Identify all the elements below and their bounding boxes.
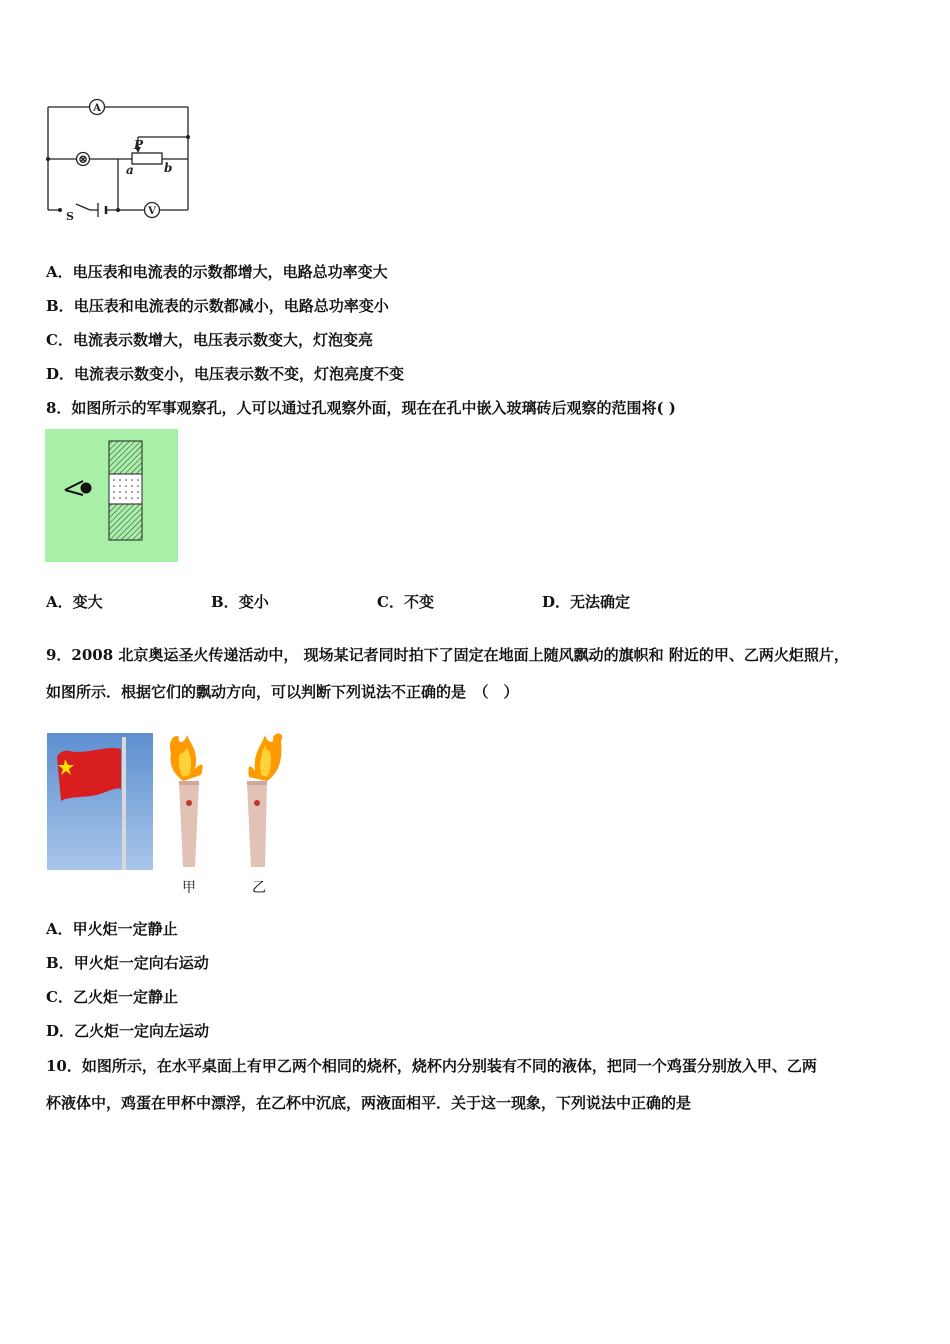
end-b-label: b <box>164 161 173 175</box>
option-text: 无法确定 <box>570 593 631 611</box>
q7-option-b <box>46 295 389 316</box>
q10-stem-line-2: 杯液体中，鸡蛋在甲杯中漂浮，在乙杯中沉底，两液面相平．关于这一现象，下列说法中正确的是 <box>46 1094 692 1112</box>
torch-yi <box>237 733 287 870</box>
option-text: 电压表和电流表的示数都减小，电路总功率变小 <box>73 297 389 315</box>
q9-option-d <box>46 1020 209 1041</box>
torch-jia <box>165 733 215 870</box>
option-text: 电流表示数增大，电压表示数变大，灯泡变亮 <box>72 331 373 349</box>
torch-label-yi: 乙 <box>252 880 266 896</box>
voltmeter-label: V <box>148 206 156 217</box>
ammeter-label: A <box>93 103 101 114</box>
option-label: A． <box>46 920 73 938</box>
q9-stem-line-1: 9．2008 北京奥运圣火传递活动中， 现场某记者同时拍下了固定在地面上随风飘动的旗帜和 附近的甲、乙两火炬照片， <box>46 646 849 664</box>
option-label: C． <box>46 331 73 349</box>
option-label: D． <box>46 1022 75 1040</box>
option-text: 乙火炬一定向左运动 <box>74 1022 210 1040</box>
option-label: A． <box>46 263 73 281</box>
option-text: 变大 <box>72 593 103 611</box>
q9-stem-line-2: 如图所示．根据它们的飘动方向，可以判断下列说法不正确的是 （ ） <box>46 683 519 701</box>
option-text: 电流表示数变小，电压表示数不变，灯泡亮度不变 <box>74 365 405 383</box>
option-label: C． <box>46 988 73 1006</box>
torch-label-jia: 甲 <box>182 880 196 896</box>
bulb-label: ⊗ <box>77 152 89 166</box>
option-label: D． <box>46 365 75 383</box>
option-label: B． <box>211 593 239 611</box>
option-label: A． <box>46 593 73 611</box>
option-text: 乙火炬一定静止 <box>72 988 178 1006</box>
option-text: 电压表和电流表的示数都增大，电路总功率变大 <box>72 263 388 281</box>
q10-stem-line-1: 10．如图所示，在水平桌面上有甲乙两个相同的烧杯，烧杯内分别装有不同的液体，把同一个鸡蛋分别放入甲、乙两 <box>46 1057 817 1075</box>
circuit-diagram <box>40 95 200 225</box>
option-label: B． <box>46 297 74 315</box>
option-text: 不变 <box>403 593 434 611</box>
q7-option-d <box>46 363 404 384</box>
q7-option-c <box>46 329 373 350</box>
option-text: 甲火炬一定向右运动 <box>73 954 209 972</box>
option-label: D． <box>542 593 571 611</box>
q8-option-c <box>377 591 434 612</box>
q8-stem: 8．如图所示的军事观察孔，人可以通过孔观察外面，现在在孔中嵌入玻璃砖后观察的范围将( ) <box>46 399 676 417</box>
option-text: 甲火炬一定静止 <box>72 920 178 938</box>
q8-option-b <box>211 591 269 612</box>
q9-option-b <box>46 952 209 973</box>
flag-photo <box>47 733 153 870</box>
q9-option-a <box>46 918 178 939</box>
option-label: C． <box>377 593 404 611</box>
slider-label: P <box>134 138 144 152</box>
end-a-label: a <box>126 163 134 177</box>
option-text: 变小 <box>238 593 269 611</box>
option-label: B． <box>46 954 74 972</box>
observation-hole-figure <box>45 429 178 562</box>
q9-option-c <box>46 986 178 1007</box>
q8-option-a <box>46 591 103 612</box>
switch-label: S <box>66 210 74 223</box>
q8-option-d <box>542 591 630 612</box>
q7-option-a <box>46 261 388 282</box>
